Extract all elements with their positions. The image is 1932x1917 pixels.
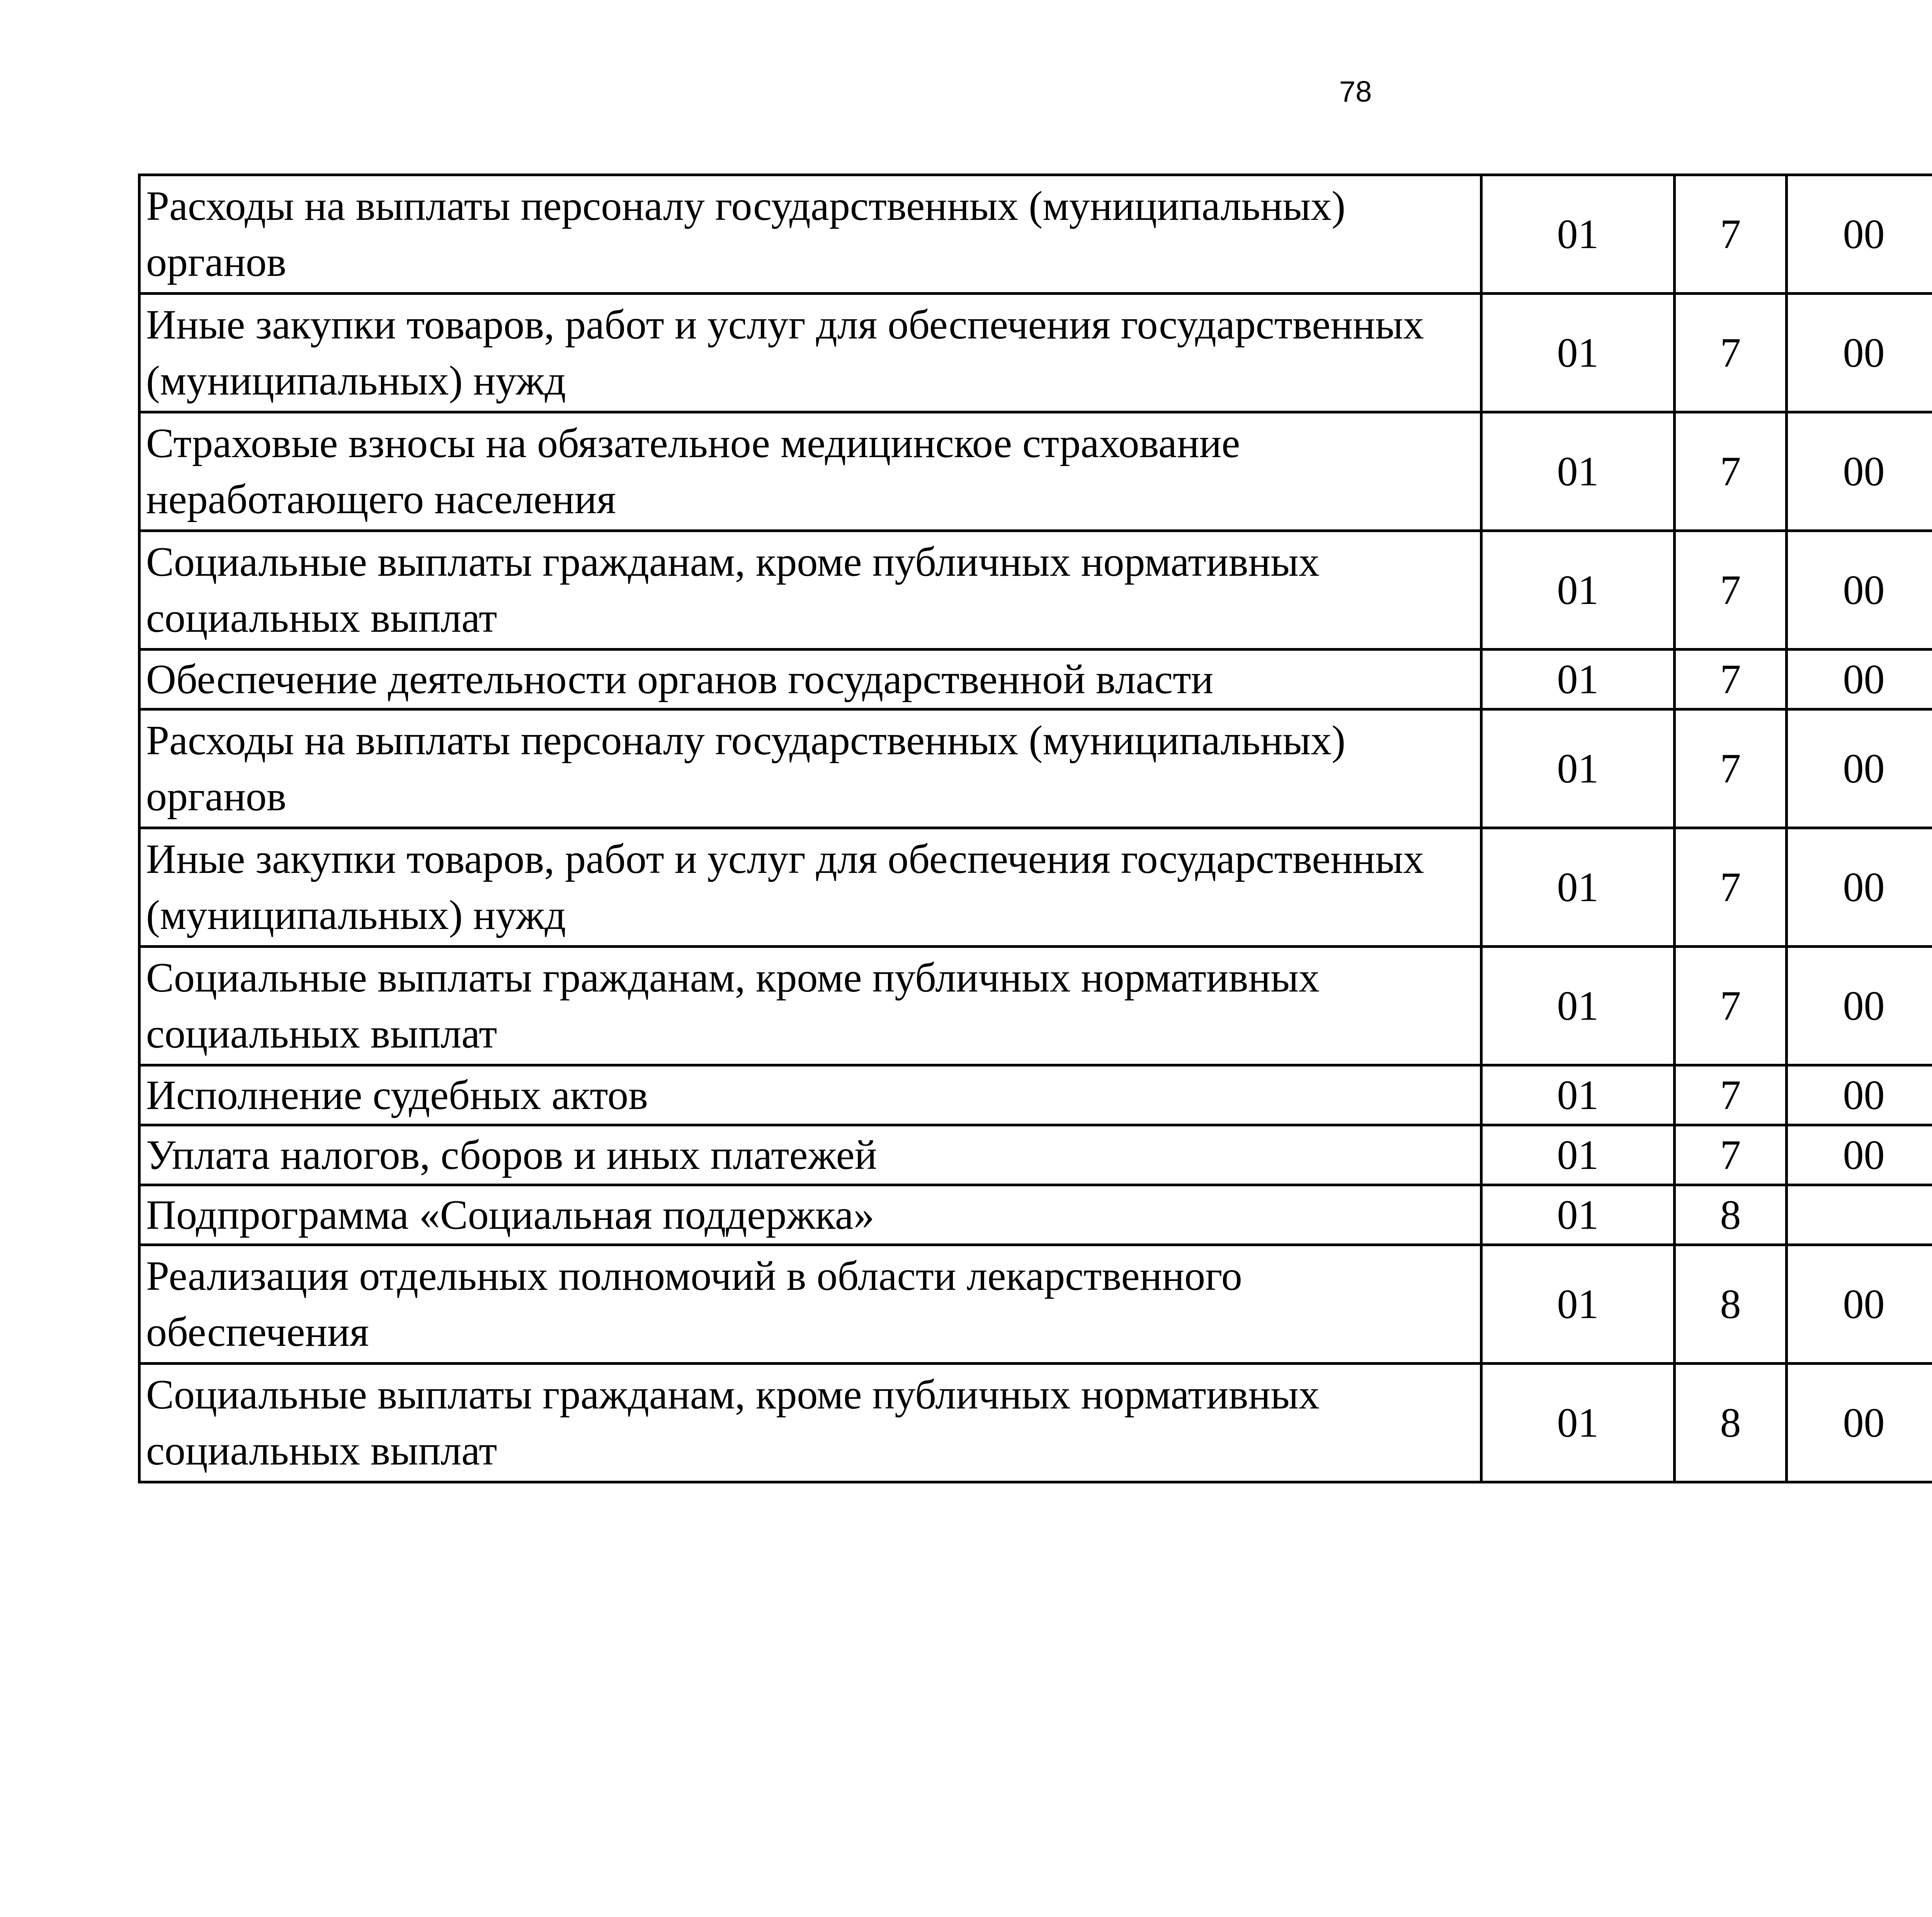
table-body: [139, 175, 1932, 1482]
subprogram-code-cell: 8: [1675, 1245, 1787, 1364]
subprogram-code-cell: 7: [1675, 175, 1787, 294]
table-row: [139, 1364, 1932, 1482]
table-row: [139, 709, 1932, 828]
program-code-cell: 01: [1481, 828, 1675, 947]
table-row: [139, 1185, 1932, 1245]
measure-code-cell: 00: [1787, 531, 1932, 650]
program-code-cell: 01: [1481, 412, 1675, 531]
program-code-cell: 01: [1481, 294, 1675, 412]
table-row: [139, 1245, 1932, 1364]
subprogram-code-cell: 7: [1675, 531, 1787, 650]
table-row: [139, 650, 1932, 709]
program-code-cell: 01: [1481, 709, 1675, 828]
page-number: 78: [1339, 75, 1372, 108]
table-row: [139, 531, 1932, 650]
description-cell: Расходы на выплаты персоналу государственных (муниципальных) органов: [139, 175, 1481, 294]
program-code-cell: 01: [1481, 175, 1675, 294]
description-cell: Иные закупки товаров, работ и услуг для обеспечения государственных (муниципальных) нужд: [139, 828, 1481, 947]
subprogram-code-cell: 8: [1675, 1364, 1787, 1482]
description-cell: Социальные выплаты гражданам, кроме публичных нормативных социальных выплат: [139, 531, 1481, 650]
subprogram-code-cell: 7: [1675, 412, 1787, 531]
description-cell: Обеспечение деятельности органов государственной власти: [139, 650, 1481, 709]
budget-table: [138, 173, 1932, 1483]
table-row: [139, 947, 1932, 1065]
table-row: [139, 294, 1932, 412]
description-cell: Иные закупки товаров, работ и услуг для обеспечения государственных (муниципальных) нужд: [139, 294, 1481, 412]
measure-code-cell: 00: [1787, 1364, 1932, 1482]
table-row: [139, 828, 1932, 947]
program-code-cell: 01: [1481, 1125, 1675, 1185]
measure-code-cell: 00: [1787, 1125, 1932, 1185]
program-code-cell: 01: [1481, 650, 1675, 709]
subprogram-code-cell: 7: [1675, 1125, 1787, 1185]
description-cell: Расходы на выплаты персоналу государственных (муниципальных) органов: [139, 709, 1481, 828]
measure-code-cell: 00: [1787, 175, 1932, 294]
program-code-cell: 01: [1481, 1245, 1675, 1364]
program-code-cell: 01: [1481, 1185, 1675, 1245]
table-row: [139, 412, 1932, 531]
measure-code-cell: [1787, 1185, 1932, 1245]
subprogram-code-cell: 7: [1675, 947, 1787, 1065]
program-code-cell: 01: [1481, 531, 1675, 650]
measure-code-cell: 00: [1787, 828, 1932, 947]
subprogram-code-cell: 7: [1675, 709, 1787, 828]
description-cell: Подпрограмма «Социальная поддержка»: [139, 1185, 1481, 1245]
description-cell: Социальные выплаты гражданам, кроме публичных нормативных социальных выплат: [139, 947, 1481, 1065]
subprogram-code-cell: 7: [1675, 828, 1787, 947]
table-row: [139, 1065, 1932, 1125]
program-code-cell: 01: [1481, 1065, 1675, 1125]
subprogram-code-cell: 8: [1675, 1185, 1787, 1245]
program-code-cell: 01: [1481, 1364, 1675, 1482]
subprogram-code-cell: 7: [1675, 294, 1787, 412]
program-code-cell: 01: [1481, 947, 1675, 1065]
measure-code-cell: 00: [1787, 709, 1932, 828]
description-cell: Уплата налогов, сборов и иных платежей: [139, 1125, 1481, 1185]
description-cell: Реализация отдельных полномочий в области лекарственного обеспечения: [139, 1245, 1481, 1364]
table-row: [139, 175, 1932, 294]
description-cell: Страховые взносы на обязательное медицинское страхование неработающего населения: [139, 412, 1481, 531]
measure-code-cell: 00: [1787, 650, 1932, 709]
measure-code-cell: 00: [1787, 294, 1932, 412]
table-row: [139, 1125, 1932, 1185]
measure-code-cell: 00: [1787, 1245, 1932, 1364]
measure-code-cell: 00: [1787, 947, 1932, 1065]
subprogram-code-cell: 7: [1675, 1065, 1787, 1125]
measure-code-cell: 00: [1787, 1065, 1932, 1125]
description-cell: Социальные выплаты гражданам, кроме публичных нормативных социальных выплат: [139, 1364, 1481, 1482]
subprogram-code-cell: 7: [1675, 650, 1787, 709]
measure-code-cell: 00: [1787, 412, 1932, 531]
description-cell: Исполнение судебных актов: [139, 1065, 1481, 1125]
